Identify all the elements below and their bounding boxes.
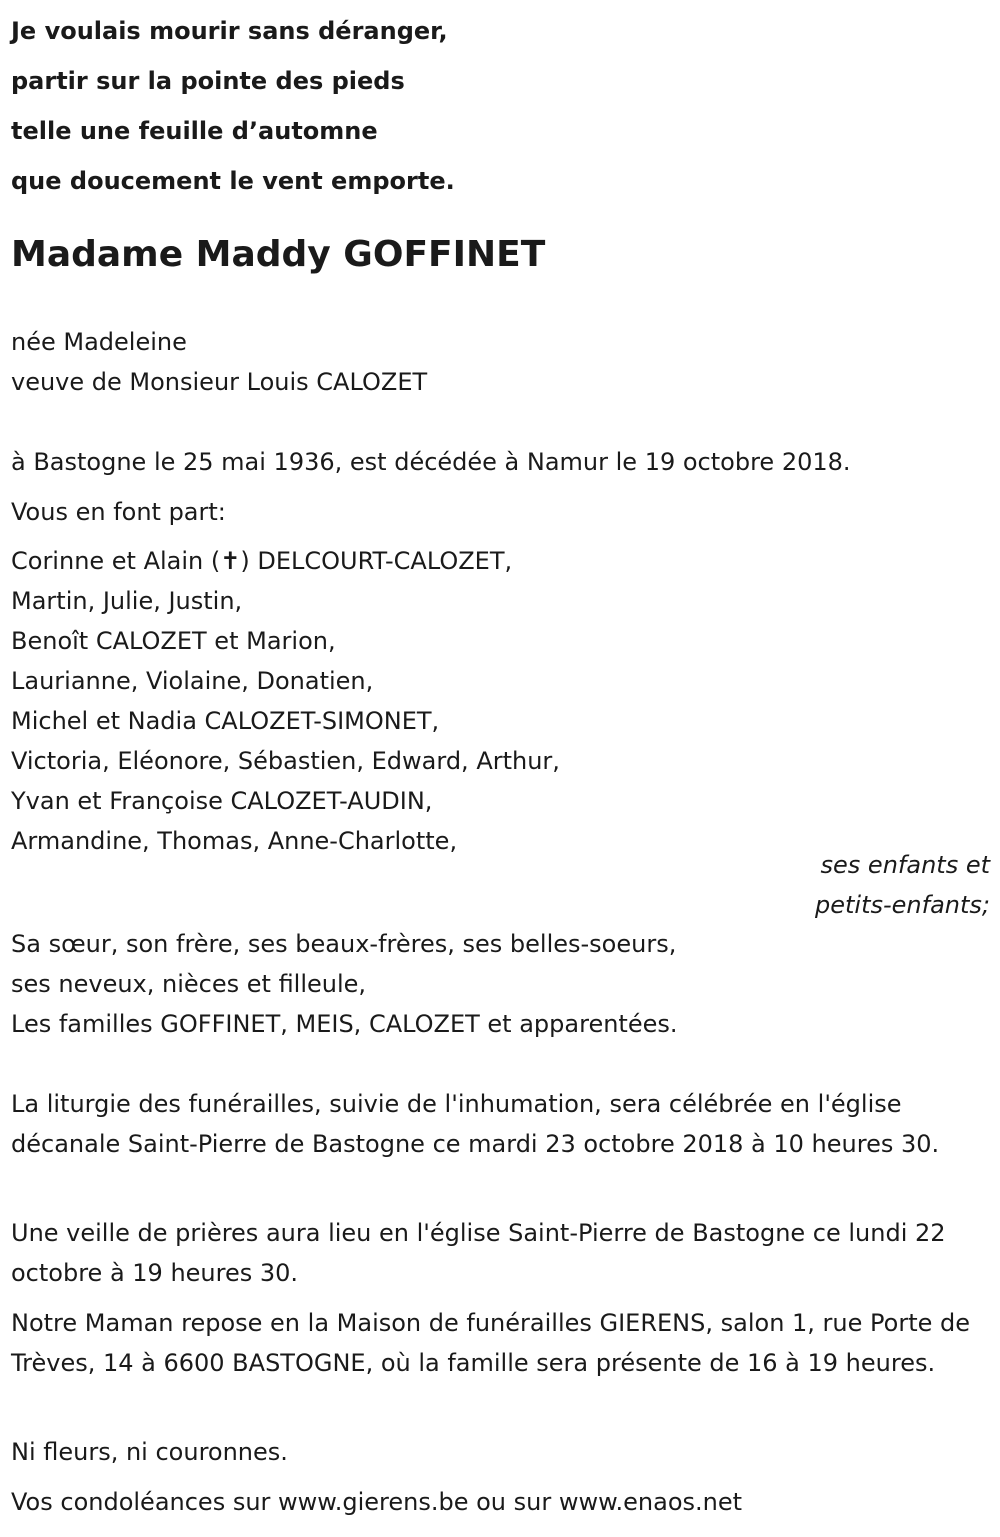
identity (11, 322, 996, 402)
announcement: Vous en font part: (11, 498, 226, 526)
deceased-name: Madame Maddy GOFFINET (11, 234, 546, 275)
rest-text: Notre Maman repose en la Maison de funérailles GIERENS, salon 1, rue Porte de Trèves, 14 à 6600 BASTOGNE, où la famille sera présente de 16 à 19 heures. (11, 1309, 971, 1377)
poem-line: partir sur la pointe des pieds (11, 67, 405, 95)
liturgy-text: La liturgie des funérailles, suivie de l'inhumation, sera célébrée en l'église décanale Saint-Pierre de Bastogne ce mardi 23 octobre 2018 à 10 heures 30. (11, 1090, 940, 1158)
poem-line: Je voulais mourir sans déranger, (11, 17, 448, 45)
condolences-note: Vos condoléances sur www.gierens.be ou sur www.enaos.net (11, 1488, 743, 1516)
poem (11, 6, 911, 206)
family-line: Victoria, Eléonore, Sébastien, Edward, Arthur, (11, 747, 560, 775)
relatives-line: Sa sœur, son frère, ses beaux-frères, ses belles-soeurs, (11, 930, 677, 958)
relatives-line: Les familles GOFFINET, MEIS, CALOZET et apparentées. (11, 1010, 678, 1038)
family-line: Benoît CALOZET et Marion, (11, 627, 336, 655)
family-line: Laurianne, Violaine, Donatien, (11, 667, 374, 695)
family-line: Yvan et Françoise CALOZET-AUDIN, (11, 787, 433, 815)
family-list (11, 541, 996, 861)
family-line: Armandine, Thomas, Anne-Charlotte, (11, 827, 458, 855)
family-role-line: petits-enfants; (815, 891, 990, 919)
family-role-line: ses enfants et (820, 851, 990, 879)
poem-line: telle une feuille d’automne (11, 117, 378, 145)
family-line: Corinne et Alain (✝) DELCOURT-CALOZET, (11, 547, 513, 575)
poem-line: que doucement le vent emporte. (11, 167, 455, 195)
widow-of: veuve de Monsieur Louis CALOZET (11, 368, 428, 396)
family-role (815, 845, 990, 925)
flowers-note: Ni fleurs, ni couronnes. (11, 1438, 288, 1466)
rest-paragraph (11, 1303, 996, 1383)
birth-death: à Bastogne le 25 mai 1936, est décédée à Namur le 19 octobre 2018. (11, 448, 851, 476)
liturgy-paragraph (11, 1084, 996, 1164)
family-line: Martin, Julie, Justin, (11, 587, 243, 615)
relatives (11, 924, 996, 1044)
vigil-paragraph (11, 1213, 996, 1293)
vigil-text: Une veille de prières aura lieu en l'église Saint-Pierre de Bastogne ce lundi 22 octobre à 19 heures 30. (11, 1219, 946, 1287)
maiden-name: née Madeleine (11, 328, 187, 356)
relatives-line: ses neveux, nièces et filleule, (11, 970, 367, 998)
family-line: Michel et Nadia CALOZET-SIMONET, (11, 707, 440, 735)
